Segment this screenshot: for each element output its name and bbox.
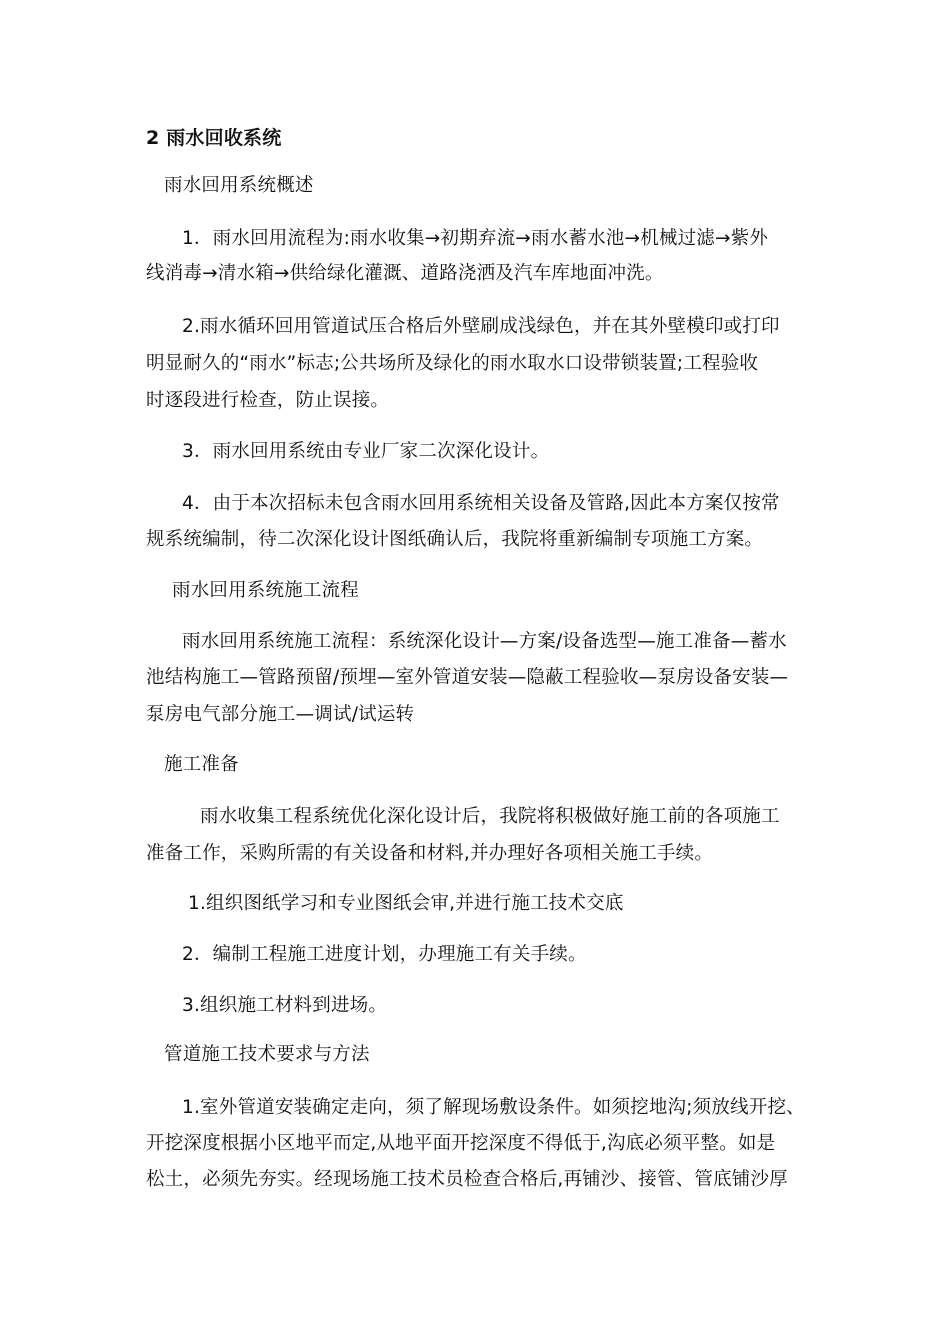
preparation-item3: 3.组织施工材料到进场。	[182, 995, 388, 1016]
preparation-item1: 1.组织图纸学习和专业图纸会审,并进行施工技术交底	[188, 893, 624, 914]
overview-item3: 3．雨水回用系统由专业厂家二次深化设计。	[182, 441, 550, 462]
pipeline-item1-line2: 开挖深度根据小区地平而定,从地平面开挖深度不得低于,沟底必须平整。如是	[146, 1133, 776, 1154]
overview-item2-line1: 2.雨水循环回用管道试压合格后外壁刷成浅绿色，并在其外壁模印或打印	[182, 316, 780, 337]
overview-item2-line3: 时逐段进行检查，防止误接。	[146, 390, 390, 411]
preparation-title: 施工准备	[164, 754, 239, 775]
preparation-item2: 2．编制工程施工进度计划，办理施工有关手续。	[182, 944, 587, 965]
overview-title: 雨水回用系统概述	[164, 175, 314, 196]
pipeline-item1-line3: 松土，必须先夯实。经现场施工技术员检查合格后,再铺沙、接管、管底铺沙厚	[146, 1169, 788, 1190]
pipeline-item1-line1: 1.室外管道安装确定走向，须了解现场敷设条件。如须挖地沟;须放线开挖、	[182, 1097, 805, 1118]
process-title: 雨水回用系统施工流程	[172, 580, 360, 601]
preparation-intro-line2: 准备工作，采购所需的有关设备和材料,并办理好各项相关施工手续。	[146, 843, 714, 864]
overview-item4-line1: 4．由于本次招标未包含雨水回用系统相关设备及管路,因此本方案仅按常	[182, 493, 780, 514]
preparation-intro-line1: 雨水收集工程系统优化深化设计后，我院将积极做好施工前的各项施工	[200, 806, 780, 827]
pipeline-title: 管道施工技术要求与方法	[164, 1044, 370, 1065]
overview-item1-line1: 1．雨水回用流程为:雨水收集→初期弃流→雨水蓄水池→机械过滤→紫外	[182, 228, 769, 249]
overview-item1-line2: 线消毒→清水箱→供给绿化灌溉、道路浇洒及汽车库地面冲洗。	[146, 263, 664, 284]
process-text-line3: 泵房电气部分施工—调试/试运转	[146, 704, 415, 725]
overview-item2-line2: 明显耐久的“雨水”标志;公共场所及绿化的雨水取水口设带锁装置;工程验收	[146, 353, 759, 374]
overview-item4-line2: 规系统编制，待二次深化设计图纸确认后，我院将重新编制专项施工方案。	[146, 529, 764, 550]
process-text-line1: 雨水回用系统施工流程：系统深化设计—方案/设备选型—施工准备—蓄水	[182, 631, 787, 652]
section-heading: 2 雨水回收系统	[146, 127, 282, 149]
process-text-line2: 池结构施工—管路预留/预埋—室外管道安装—隐蔽工程验收—泵房设备安装—	[146, 667, 789, 688]
